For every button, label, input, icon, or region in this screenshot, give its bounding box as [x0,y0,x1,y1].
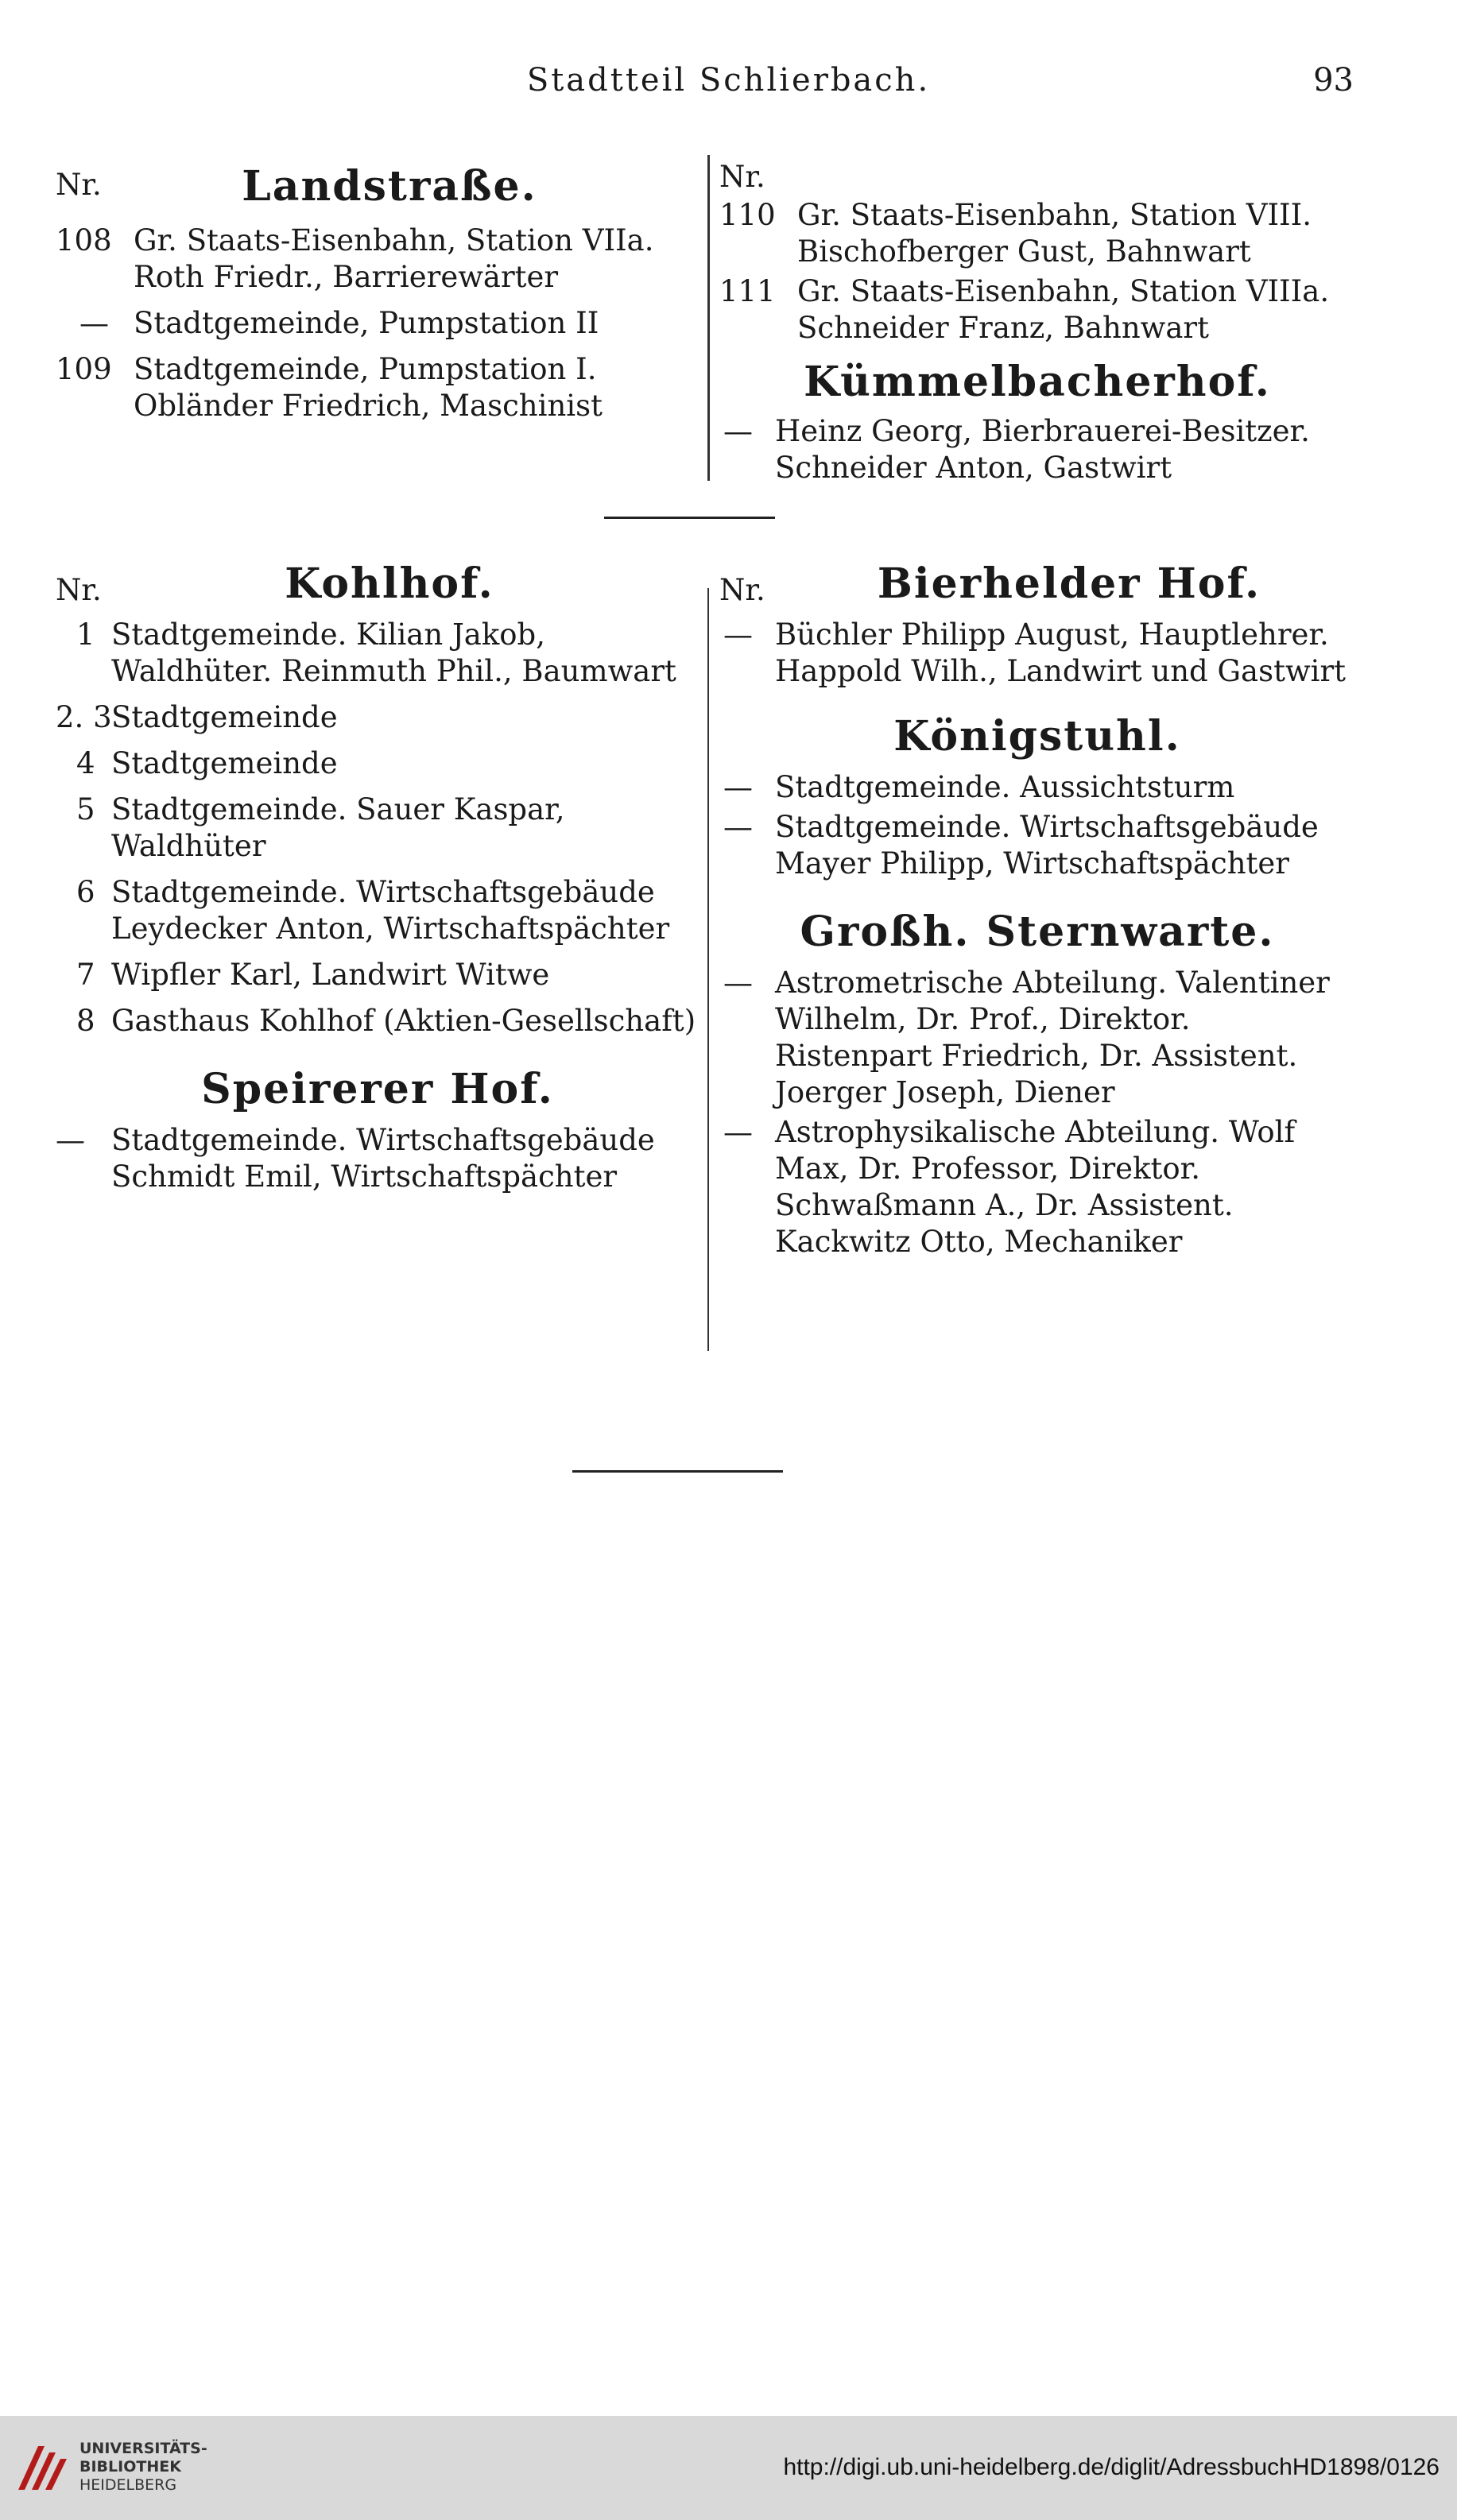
house-number: 6 [76,875,95,909]
section-divider [604,517,775,519]
house-number: — [723,1115,753,1149]
list-item [56,351,699,424]
list-item [719,413,1355,486]
list-item [719,197,1355,270]
section-title: Kümmelbacherhof. [804,358,1271,406]
library-name-line3: HEIDELBERG [79,2476,177,2494]
house-number: — [723,414,753,448]
list-item [56,305,699,342]
entry-text: Stadtgemeinde [111,700,338,734]
entry-text: Stadtgemeinde. Wirtschaftsgebäude Mayer Philipp, Wirtschaftspächter [775,810,1319,881]
list-item [719,809,1355,882]
library-name-line2: BIBLIOTHEK [79,2458,181,2475]
entry-text: Stadtgemeinde. Kilian Jakob, Waldhüter. Reinmuth Phil., Baumwart [111,617,676,688]
nr-label: Nr. [56,168,102,202]
column-rule-bottom [707,588,709,1351]
list-item [56,745,699,782]
house-number: — [79,306,109,340]
section-title: Speirerer Hof. [201,1065,554,1113]
entry-text: Gasthaus Kohlhof (Aktien-Gesellschaft) [111,1004,696,1038]
house-number: 2. 3 [56,700,112,734]
entry-text: Astrophysikalische Abteilung. Wolf Max, Dr. Professor, Direktor. Schwaßmann A., Dr. Assistent. Kackwitz Otto, Mechaniker [775,1115,1296,1259]
list-item [719,1114,1355,1260]
page-header [0,62,1457,110]
section-divider [572,1470,783,1473]
section-title: Kohlhof. [285,559,494,608]
entry-text: Stadtgemeinde. Aussichtsturm [775,770,1235,804]
entry-text: Stadtgemeinde. Wirtschaftsgebäude Schmidt Emil, Wirtschaftspächter [111,1123,655,1194]
house-number: — [723,617,753,652]
nr-label: Nr. [56,573,102,607]
entry-text: Stadtgemeinde [111,746,338,780]
list-item [56,223,699,296]
section-title: Bierhelder Hof. [877,559,1261,608]
section-landstrasse-cont [719,159,1355,486]
list-item [719,965,1355,1111]
section-landstrasse [56,159,699,424]
column-rule-top [707,155,710,481]
list-item [719,617,1355,690]
list-item [719,769,1355,806]
house-number: 111 [719,274,776,308]
list-item [56,957,699,993]
section-right-bottom [719,556,1355,1260]
nr-label: Nr. [719,160,765,194]
house-number: 7 [76,958,95,992]
library-name-line1: UNIVERSITÄTS- [79,2440,207,2457]
house-number: — [723,770,753,804]
section-kohlhof [56,556,699,1195]
library-name [79,2440,207,2495]
source-url-link[interactable]: http://digi.ub.uni-heidelberg.de/diglit/AdressbuchHD1898/0126 [783,2454,1440,2480]
section-title: Königstuhl. [893,712,1181,761]
entry-text: Stadtgemeinde. Wirtschaftsgebäude Leydecker Anton, Wirtschaftspächter [111,875,670,946]
list-item [56,874,699,947]
entry-text: Büchler Philipp August, Hauptlehrer. Happold Wilh., Landwirt und Gastwirt [775,617,1347,688]
entry-text: Gr. Staats-Eisenbahn, Station VIIa. Roth Friedr., Barrierewärter [134,223,654,294]
house-number: 108 [56,223,112,257]
entry-text: Heinz Georg, Bierbrauerei-Besitzer. Schneider Anton, Gastwirt [775,414,1310,485]
house-number: 110 [719,198,776,232]
house-number: 109 [56,352,112,386]
list-item [56,699,699,736]
list-item [56,792,699,865]
entry-text: Wipfler Karl, Landwirt Witwe [111,958,550,992]
footer-bar [0,2416,1457,2520]
entry-text: Stadtgemeinde, Pumpstation I. Obländer Friedrich, Maschinist [134,352,603,423]
entry-text: Stadtgemeinde, Pumpstation II [134,306,599,340]
list-item [56,617,699,690]
list-item [56,1122,699,1195]
house-number: — [56,1123,85,1157]
house-number: 5 [76,792,95,826]
library-logo-icon [14,2438,70,2494]
entry-text: Gr. Staats-Eisenbahn, Station VIIIa. Schneider Franz, Bahnwart [797,274,1330,345]
running-title: Stadtteil Schlierbach. [526,62,931,99]
house-number: 8 [76,1004,95,1038]
house-number: 1 [76,617,95,652]
entry-text: Gr. Staats-Eisenbahn, Station VIII. Bischofberger Gust, Bahnwart [797,198,1312,269]
list-item [719,273,1355,346]
house-number: — [723,966,753,1000]
house-number: 4 [76,746,95,780]
list-item [56,1003,699,1039]
page-number: 93 [1313,62,1354,99]
section-title: Landstraße. [242,162,537,211]
nr-label: Nr. [719,573,765,607]
house-number: — [723,810,753,844]
entry-text: Astrometrische Abteilung. Valentiner Wilhelm, Dr. Prof., Direktor. Ristenpart Friedrich, Dr. Assistent. Joerger Joseph, Diener [775,966,1330,1109]
entry-text: Stadtgemeinde. Sauer Kaspar, Waldhüter [111,792,565,863]
section-title: Großh. Sternwarte. [800,908,1275,956]
